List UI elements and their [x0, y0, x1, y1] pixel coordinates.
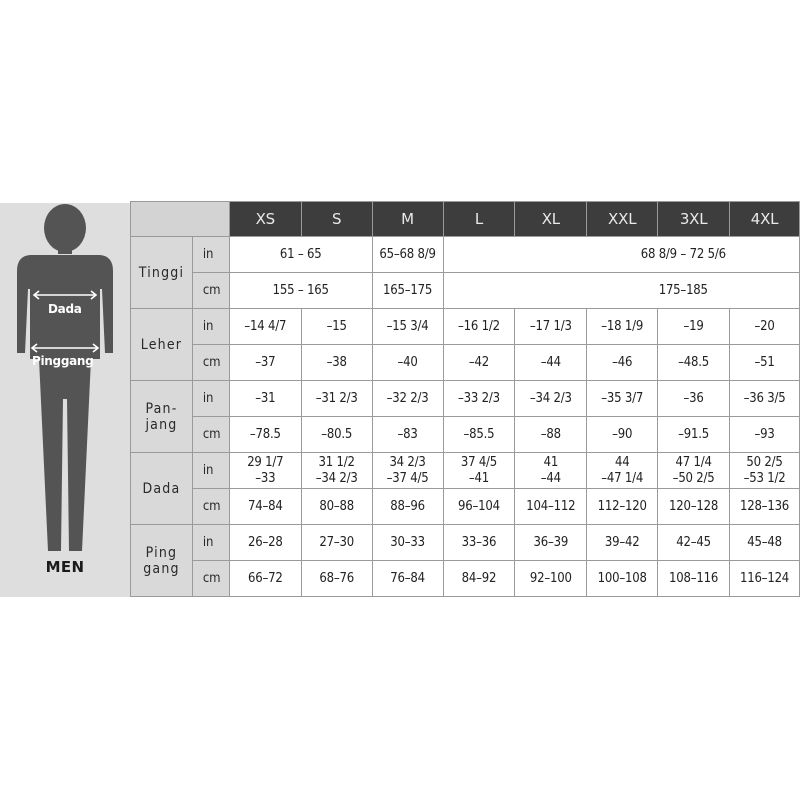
measure-label-panjang: Pan- jang: [131, 381, 193, 453]
value-cell: 33–36: [443, 525, 515, 561]
value-cell: 50 2/5 –53 1/2: [730, 453, 800, 489]
table-row-pinggang-cm: [131, 561, 800, 597]
value-cell: 120–128: [658, 489, 730, 525]
value-cell: 100–108: [587, 561, 658, 597]
value-cell: 128–136: [730, 489, 800, 525]
value-cell: –38: [301, 345, 372, 381]
value-cell: –32 2/3: [372, 381, 443, 417]
value-cell: 37 4/5 –41: [443, 453, 515, 489]
unit-cm: cm: [192, 561, 229, 597]
value-cell: –78.5: [229, 417, 301, 453]
unit-cm: cm: [192, 345, 229, 381]
value-cell: –40: [372, 345, 443, 381]
value-cell: –31: [229, 381, 301, 417]
size-header: XS: [229, 202, 301, 237]
table-row-panjang-in: [131, 381, 800, 417]
unit-in: in: [192, 237, 229, 273]
table-row-tinggi-in: [131, 237, 800, 273]
value-cell: –88: [515, 417, 587, 453]
waist-label: Pinggang: [32, 354, 94, 368]
value-cell: 80–88: [301, 489, 372, 525]
value-cell: –20: [730, 309, 800, 345]
unit-in: in: [192, 525, 229, 561]
value-cell: 84–92: [443, 561, 515, 597]
unit-cm: cm: [192, 273, 229, 309]
body-figure-panel: [0, 203, 130, 597]
value-cell: –17 1/3: [515, 309, 587, 345]
table-row-tinggi-cm: [131, 273, 800, 309]
table-row-leher-in: [131, 309, 800, 345]
value-cell: –36 3/5: [730, 381, 800, 417]
size-header: XXL: [587, 202, 658, 237]
value-cell: 36–39: [515, 525, 587, 561]
value-cell: –14 4/7: [229, 309, 301, 345]
table-row-panjang-cm: [131, 417, 800, 453]
value-cell: –31 2/3: [301, 381, 372, 417]
table-row-leher-cm: [131, 345, 800, 381]
value-cell: –19: [658, 309, 730, 345]
size-chart-table: [130, 201, 800, 597]
gender-caption: MEN: [45, 558, 85, 576]
value-cell: 88–96: [372, 489, 443, 525]
value-cell: 29 1/7 –33: [229, 453, 301, 489]
table-row-dada-in: [131, 453, 800, 489]
value-cell: –46: [587, 345, 658, 381]
value-cell: –35 3/7: [587, 381, 658, 417]
value-cell: –33 2/3: [443, 381, 515, 417]
value-cell: –18 1/9: [587, 309, 658, 345]
value-cell: 155 – 165: [229, 273, 372, 309]
measure-label-pinggang: Ping gang: [131, 525, 193, 597]
value-cell: 45–48: [730, 525, 800, 561]
value-cell: 66–72: [229, 561, 301, 597]
man-silhouette-icon: [0, 203, 130, 597]
value-cell: –15: [301, 309, 372, 345]
measure-label-leher: Leher: [131, 309, 193, 381]
value-cell: 175–185: [443, 273, 799, 309]
value-cell: –48.5: [658, 345, 730, 381]
value-cell: 76–84: [372, 561, 443, 597]
table-row-pinggang-in: [131, 525, 800, 561]
value-cell: 27–30: [301, 525, 372, 561]
value-cell: –36: [658, 381, 730, 417]
value-cell: –93: [730, 417, 800, 453]
measure-label-dada: Dada: [131, 453, 193, 525]
value-cell: 68–76: [301, 561, 372, 597]
size-header: L: [443, 202, 515, 237]
value-cell: 44 –47 1/4: [587, 453, 658, 489]
unit-in: in: [192, 453, 229, 489]
value-cell: –51: [730, 345, 800, 381]
value-cell: 104–112: [515, 489, 587, 525]
value-cell: –34 2/3: [515, 381, 587, 417]
size-header-row: [131, 202, 800, 237]
value-cell: 92–100: [515, 561, 587, 597]
value-cell: –16 1/2: [443, 309, 515, 345]
value-cell: 116–124: [730, 561, 800, 597]
value-cell: 61 – 65: [229, 237, 372, 273]
unit-in: in: [192, 309, 229, 345]
value-cell: 41 –44: [515, 453, 587, 489]
size-header: 3XL: [658, 202, 730, 237]
value-cell: 31 1/2 –34 2/3: [301, 453, 372, 489]
value-cell: 68 8/9 – 72 5/6: [443, 237, 799, 273]
unit-cm: cm: [192, 417, 229, 453]
value-cell: 165–175: [372, 273, 443, 309]
value-cell: –80.5: [301, 417, 372, 453]
value-cell: 34 2/3 –37 4/5: [372, 453, 443, 489]
chest-label: Dada: [48, 302, 82, 316]
value-cell: 30–33: [372, 525, 443, 561]
value-cell: –83: [372, 417, 443, 453]
unit-in: in: [192, 381, 229, 417]
value-cell: 65–68 8/9: [372, 237, 443, 273]
value-cell: –15 3/4: [372, 309, 443, 345]
value-cell: –85.5: [443, 417, 515, 453]
header-corner: [131, 202, 230, 237]
size-header: 4XL: [730, 202, 800, 237]
value-cell: –91.5: [658, 417, 730, 453]
size-header: M: [372, 202, 443, 237]
value-cell: 112–120: [587, 489, 658, 525]
unit-cm: cm: [192, 489, 229, 525]
table-row-dada-cm: [131, 489, 800, 525]
size-header: S: [301, 202, 372, 237]
size-header: XL: [515, 202, 587, 237]
value-cell: 42–45: [658, 525, 730, 561]
value-cell: 26–28: [229, 525, 301, 561]
value-cell: –90: [587, 417, 658, 453]
value-cell: –44: [515, 345, 587, 381]
value-cell: 96–104: [443, 489, 515, 525]
measure-label-tinggi: Tinggi: [131, 237, 193, 309]
value-cell: –37: [229, 345, 301, 381]
value-cell: 108–116: [658, 561, 730, 597]
value-cell: –42: [443, 345, 515, 381]
value-cell: 39–42: [587, 525, 658, 561]
value-cell: 47 1/4 –50 2/5: [658, 453, 730, 489]
value-cell: 74–84: [229, 489, 301, 525]
